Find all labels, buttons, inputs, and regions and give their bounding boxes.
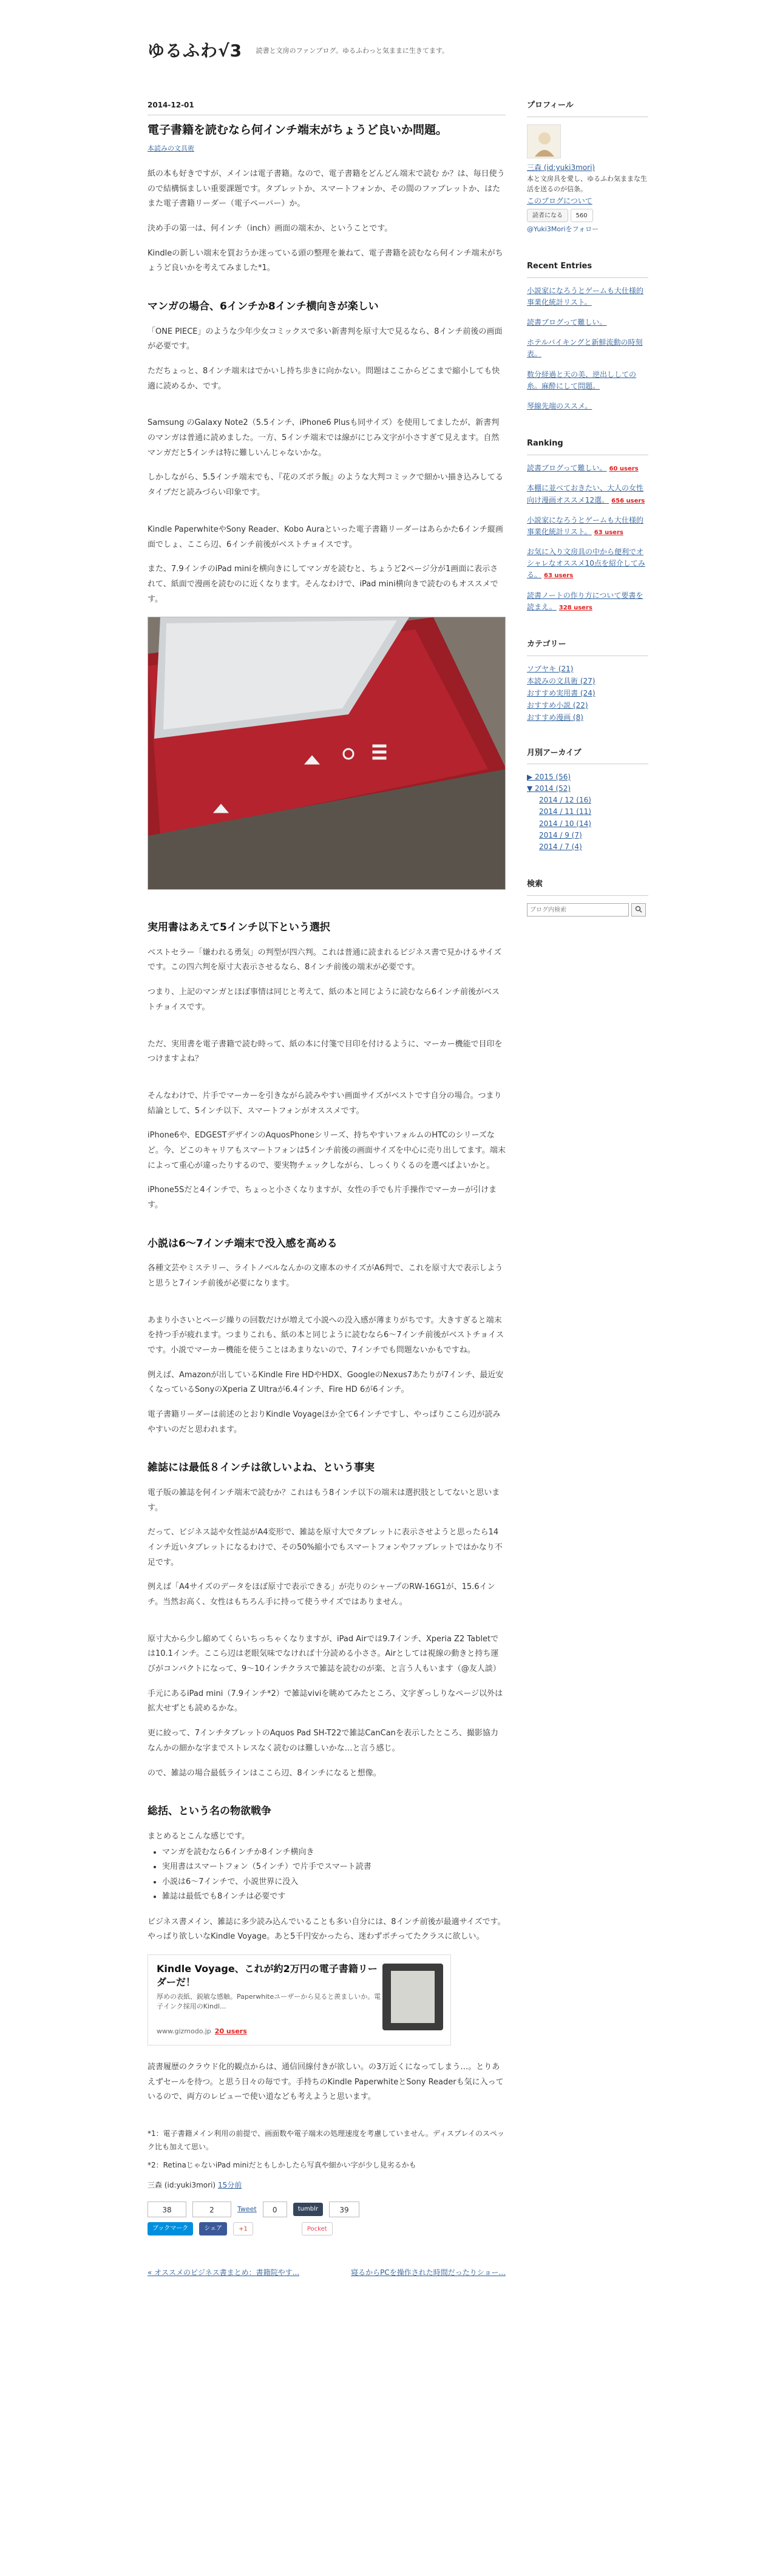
entry-paragraph: あまり小さいとページ繰りの回数だけが増えて小説への没入感が薄まりがちです。大きすぎると端末を持つ手が疲れます。つまりこれも、紙の本と同じように読むなら6〜7インチ前後がベストチョイスです。小説でマーカー機能を使うことはあまりないので、7インチでも問題ないかもですね。	[148, 1315, 504, 1355]
profile-widget	[527, 98, 648, 235]
entry-paragraph: そんなわけで、片手でマーカーを引きながら読みやすい画面サイズがベストです自分の場合。つまり結論として、5インチ以下、スマートフォンがオススメです。	[148, 1091, 502, 1116]
category-link[interactable]: ソブヤキ (21)	[527, 665, 574, 674]
entry-pager	[148, 2266, 506, 2279]
tumblr-count: 39	[329, 2201, 359, 2217]
link-card-site[interactable]: www.gizmodo.jp	[157, 2027, 211, 2035]
widget-title: 月別アーカイブ	[527, 747, 648, 764]
summary-list	[162, 1845, 506, 1903]
section-heading: 雑誌には最低８インチは欲しいよね、という事実	[148, 1462, 375, 1474]
entry-paragraph: 電子書籍リーダーは前述のとおりKindle Voyageほか全て6インチですし、やっぱりここら辺が読みやすいのだと思われます。	[148, 1410, 501, 1434]
section-heading: 小説は6〜7インチ端末で没入感を高める	[148, 1237, 338, 1250]
widget-title: Recent Entries	[527, 259, 648, 278]
reader-count: 560	[571, 209, 593, 222]
bookmark-count: 38	[148, 2201, 186, 2217]
ranking-item[interactable]: 読書ブログって難しい。 60 users	[527, 464, 639, 473]
archive-month[interactable]: 2014 / 9 (7)	[539, 830, 582, 839]
entry-paragraph: ただ、実用書を電子書籍で読む時って、紙の本に付箋で目印を付けるように、マーカー機能で目印をつけますよね？	[148, 1039, 503, 1064]
gplus-button[interactable]: +1	[233, 2222, 253, 2235]
entry-paragraph: ビジネス書メイン、雑誌に多少読み込んでいることも多い自分には、8インチ前後が最適サイズです。やっぱり欲しいなKindle Voyage。あと5千円安かったら、迷わずポチってたクラスに欲しい。	[148, 1917, 506, 1942]
widget-title: 検索	[527, 877, 648, 896]
link-card-users[interactable]: 20 users	[214, 2027, 247, 2035]
recent-entry-link[interactable]: 琴線先端のススメ。	[527, 401, 592, 410]
entry-time[interactable]: 15分前	[217, 2180, 242, 2189]
footnote: *2：RetinaじゃないiPad miniだともしかしたら写真や細かい字が少し見劣るかも	[148, 2161, 416, 2170]
author-name[interactable]: 三森 (id:yuki3mori)	[148, 2180, 216, 2189]
widget-title: カテゴリー	[527, 637, 648, 656]
hatena-bookmark-button[interactable]: ブックマーク	[148, 2222, 193, 2235]
kindle-photo-svg	[148, 617, 506, 890]
widget-title: Ranking	[527, 436, 648, 455]
ranking-item[interactable]: 小説家になろうとゲームも大仕様的事業化統計リスト。 63 users	[527, 515, 644, 536]
entry-paragraph: だって、ビジネス誌や女性誌がA4変形で、雑誌を原寸大でタブレットに表示させようと思ったら14インチ近いタブレットになるわけで、その50%縮小でもスマートフォンやファブレットではかなり不足です。	[148, 1528, 503, 1567]
entry-paragraph: 例えば「A4サイズのデータをほぼ原寸で表示できる」が売りのシャープのRW-16G1が、15.6インチ。当然お高く、女性はもちろん手に持って使うサイズではありません。	[148, 1582, 495, 1607]
summary-item: • 雑誌は最低でも8インチは必要です	[162, 1890, 506, 1904]
archive-year[interactable]: ▶ 2015 (56)	[527, 772, 571, 781]
profile-description: 本と文房具を愛し、ゆるふわ気ままな生活を送るのが信条。	[527, 175, 647, 193]
entry-paragraph: iPhone5Sだと4インチで、ちょっと小さくなりますが、女性の手でも片手操作でマーカーが引けます。	[148, 1185, 497, 1210]
category-link[interactable]: おすすめ漫画 (8)	[527, 713, 583, 722]
entry-paragraph: また、7.9インチのiPad miniを横向きにしてマンガを読むと、ちょうど2ページ分が1画面に表示されて、紙面で漫画を読むのに近くなります。そんなわけで、iPad mini横向きで読むのもオススメです。	[148, 564, 498, 604]
entry-paragraph: 原寸大から少し縮めてくらいちっちゃくなりますが、iPad Airでは9.7インチ、Xperia Z2 Tabletでは10.1インチ。ここら辺は老眼気味でなければ十分読める小ささ。Airとしては視線の動きと持ち運びがコンパクトになって、9〜10インチクラスで雑誌を読むのが楽、と言う人もいます（@友人談）	[148, 1634, 501, 1674]
recent-entry-link[interactable]: 小説家になろうとゲームも大仕様的事業化統計リスト。	[527, 286, 644, 307]
search-button[interactable]	[631, 903, 646, 917]
blog-header	[148, 35, 645, 72]
entry-paragraph: 更に絞って、7インチタブレットのAquos Pad SH-T22で雑誌CanCanを表示したところ、撮影協力なんかの細かな字までストレスなく読むのは難しいかな…と言う感じ。	[148, 1729, 498, 1753]
entry-paragraph: 紙の本も好きですが、メインは電子書籍。なので、電子書籍をどんどん端末で読む か？は、毎日使うので結構悩ましい重要課題です。タブレットか、スマートフォンか、その間のファブレットか、はたまた電子書籍リーダー（電子ペーパー）か。	[148, 169, 505, 209]
category-link[interactable]: 本読みの文具術 (27)	[527, 677, 595, 686]
twitter-follow[interactable]: @Yuki3Moriをフォロー	[527, 225, 599, 234]
archive-year[interactable]: ▼ 2014 (52)	[527, 784, 571, 793]
ranking-widget	[527, 436, 648, 613]
entry-footer	[148, 2178, 506, 2192]
recent-entry-link[interactable]: ホテルバイキングと新鮮流動の時刻表。	[527, 338, 643, 359]
avatar-image	[528, 125, 562, 159]
entry-date: 2014-12-01	[148, 98, 506, 115]
entry-paragraph: Kindleの新しい端末を買おうか迷っている頭の整理を兼ねて、電子書籍を読むなら何インチ端末がちょうど良いかを考えてみました*1。	[148, 248, 503, 273]
entry-paragraph: 例えば、Amazonが出しているKindle Fire HDやHDX、GoogleのNexus7あたりが7インチ、最近安くなっているSonyのXperia Z Ultraが6.4インチ、Fire HD 6が6インチ。	[148, 1370, 504, 1395]
reader-row	[527, 209, 648, 222]
entry-paragraph: iPhone6や、EDGESTデザインのAquosPhoneシリーズ、持ちやすいフォルムのHTCのシリーズなど。今、どこのキャリアもスマートフォンは5インチ前後の画面サイズを中心に売り出してます。端末によって重心が違ったりするので、要実物チェックしながら、しっくりくるのを選べばよいかと。	[148, 1131, 506, 1170]
entry-paragraph: Kindle PaperwhiteやSony Reader、Kobo Auraといった電子書籍リーダーはあらかた6インチ縦画面でしょ、ここら辺、6インチ前後がベストチョイスです。	[148, 524, 503, 549]
summary-item: • マンガを読むなら6インチか8インチ横向き	[162, 1845, 506, 1860]
entry-paragraph: まとめるとこんな感じです。	[148, 1831, 249, 1841]
link-card[interactable]	[148, 1954, 451, 2046]
blog-title[interactable]: ゆるふわ√3	[148, 41, 243, 61]
ranking-item[interactable]: お気に入り文房具の中から便利でオシャレなオススメ10点を紹介してみる。 63 users	[527, 547, 645, 580]
archive-widget	[527, 747, 648, 853]
subscribe-button[interactable]: 読者になる	[527, 209, 568, 222]
tweet-button[interactable]: Tweet	[237, 2205, 257, 2213]
profile-name[interactable]: 三森 (id:yuki3mori)	[527, 163, 595, 172]
ranking-item[interactable]: 読書ノートの作り方について要書を読まえ。 328 users	[527, 591, 643, 611]
search-widget	[527, 877, 648, 917]
entry-title[interactable]: 電子書籍を読むなら何インチ端末がちょうど良いか問題。	[148, 123, 448, 137]
tweet-count: 0	[263, 2201, 287, 2217]
ranking-item[interactable]: 本棚に並べておきたい、大人の女性向け漫画オススメ12選。 656 users	[527, 484, 645, 504]
link-card-title[interactable]: Kindle Voyage、これが約2万円の電子書籍リーダーだ！	[157, 1962, 378, 1988]
share-count: 2	[192, 2201, 231, 2217]
section-heading: 実用書はあえて5インチ以下という選択	[148, 921, 330, 934]
entry-paragraph: Samsung のGalaxy Note2（5.5インチ、iPhone6 Plusも同サイズ）を使用してましたが、新書判のマンガは普通に読めました。一方、5インチ端末では線がにじみ文字が小さすぎて見えます。自然マンガだと5インチは特に難しいんじゃないかな。	[148, 418, 500, 458]
archive-month[interactable]: 2014 / 11 (11)	[539, 807, 591, 816]
next-entry-link[interactable]: 寝るからPCを操作された時間だったりショー...	[351, 2268, 506, 2277]
entry-paragraph: ベストセラー「嫌われる勇気」の判型が四六判。これは普通に読まれるビジネス書で見かけるサイズです。この四六判を原寸大表示させるなら、8インチ前後の端末が必要です。	[148, 947, 502, 972]
ranking-users: 328 users	[558, 604, 592, 611]
share-buttons-row2	[148, 2222, 506, 2235]
blog-description: 読書と文房のファンブログ。ゆるふわっと気ままに生きてます。	[256, 46, 449, 55]
entry-paragraph: ので、雑誌の場合最低ラインはここら辺、8インチになると想像。	[148, 1768, 381, 1778]
entry	[148, 98, 506, 2279]
link-card-thumbnail	[382, 1964, 443, 2030]
summary-item: • 小説は6〜7インチで、小説世界に没入	[162, 1875, 506, 1890]
facebook-share-button[interactable]: シェア	[199, 2222, 227, 2235]
ranking-users: 63 users	[594, 529, 623, 536]
share-buttons	[148, 2201, 506, 2217]
entry-paragraph: 読書履歴のクラウド化的観点からは、通信回線付きが欲しい。の3万近くになってしまう…。とりあえずセールを待つ。と思う日々の毎です。手持ちのKindle PaperwhiteとSony Readerも気に入っているので、両方のレビューで使い道なども考えようと思います。	[148, 2062, 504, 2102]
recent-entry-link[interactable]: 読書ブログって難しい。	[527, 317, 607, 327]
search-form	[527, 903, 648, 917]
avatar[interactable]	[527, 124, 561, 158]
entry-paragraph: 手元にあるiPad mini（7.9インチ*2）で雑誌viviを眺めてみたところ、文字ぎっしりなページ以外は拡大せずとも読めるかな。	[148, 1689, 503, 1713]
pocket-button[interactable]: Pocket	[302, 2222, 333, 2235]
kindle-photo	[148, 617, 506, 890]
recent-entry-link[interactable]: 数分経過と天の美、逆出ししての糸。麻酔にして問題。	[527, 370, 637, 390]
summary-item: • 実用書はスマートフォン（5インチ）で片手でスマート読書	[162, 1860, 506, 1874]
tumblr-button[interactable]: tumblr	[293, 2203, 323, 2216]
category-widget	[527, 637, 648, 723]
entry-paragraph: 各種文芸やミステリー、ライトノベルなんかの文庫本のサイズがA6判で、これを原寸大で表示しようと思うと7インチ前後が必要になります。	[148, 1264, 503, 1288]
ranking-users: 60 users	[609, 466, 639, 473]
entry-paragraph: ただちょっと、8インチ端末はでかいし持ち歩きに向かない。問題はここからどこまで縮小しても快適に読めるか、です。	[148, 367, 500, 391]
entry-paragraph: 決め手の第一は、何インチ（inch）画面の端末か、ということです。	[148, 224, 393, 234]
sidebar	[527, 98, 648, 941]
prev-entry-link[interactable]: « オススメのビジネス書まとめ：書籍院やす...	[148, 2268, 300, 2277]
widget-title: プロフィール	[527, 98, 648, 117]
category-link[interactable]: おすすめ小説 (22)	[527, 701, 588, 710]
entry-paragraph: 「ONE PIECE」のような少年少女コミックスで多い新書判を原寸大で見るなら、8インチ前後の画面が必要です。	[148, 327, 503, 351]
archive-month[interactable]: 2014 / 12 (16)	[539, 796, 591, 805]
entry-paragraph: 電子版の雑誌を何インチ端末で読むか？これはもう8インチ以下の端末は選択肢としてないと思います。	[148, 1488, 500, 1513]
archive-month[interactable]: 2014 / 10 (14)	[539, 819, 591, 828]
link-card-source	[157, 2025, 247, 2038]
entry-paragraph: しかしながら、5.5インチ端末でも、『花のズボラ飯』のような大判コミックで細かい描き込みしてるタイプだと読みづらい印象です。	[148, 473, 503, 498]
search-input[interactable]	[527, 903, 629, 917]
link-card-description: 厚めの表紙、鋭敏な感触。Paperwhiteユーザーから見ると羨ましいか。電子インク採用のKindl...	[157, 1992, 381, 2011]
entry-category[interactable]: 本読みの文具術	[148, 144, 194, 152]
about-link[interactable]: このブログについて	[527, 197, 592, 206]
footnote: *1：電子書籍メイン利用の前提で、画面数や電子端末の処理速度を考慮していません。ディスプレイのスペック比も加えて思い。	[148, 2129, 504, 2152]
search-icon	[635, 906, 642, 913]
ranking-users: 63 users	[544, 572, 574, 580]
section-heading: 総括、という名の物欲戦争	[148, 1805, 271, 1818]
ranking-users: 656 users	[611, 497, 645, 504]
entry-paragraph: つまり、上記のマンガとほぼ事情は同じと考えて、紙の本と同じように読むなら6インチ前後がベストチョイスです。	[148, 988, 500, 1012]
category-link[interactable]: おすすめ実用書 (24)	[527, 689, 595, 698]
section-heading: マンガの場合、6インチか8インチ横向きが楽しい	[148, 300, 379, 313]
recent-entries-widget	[527, 259, 648, 413]
archive-month[interactable]: 2014 / 7 (4)	[539, 842, 582, 851]
